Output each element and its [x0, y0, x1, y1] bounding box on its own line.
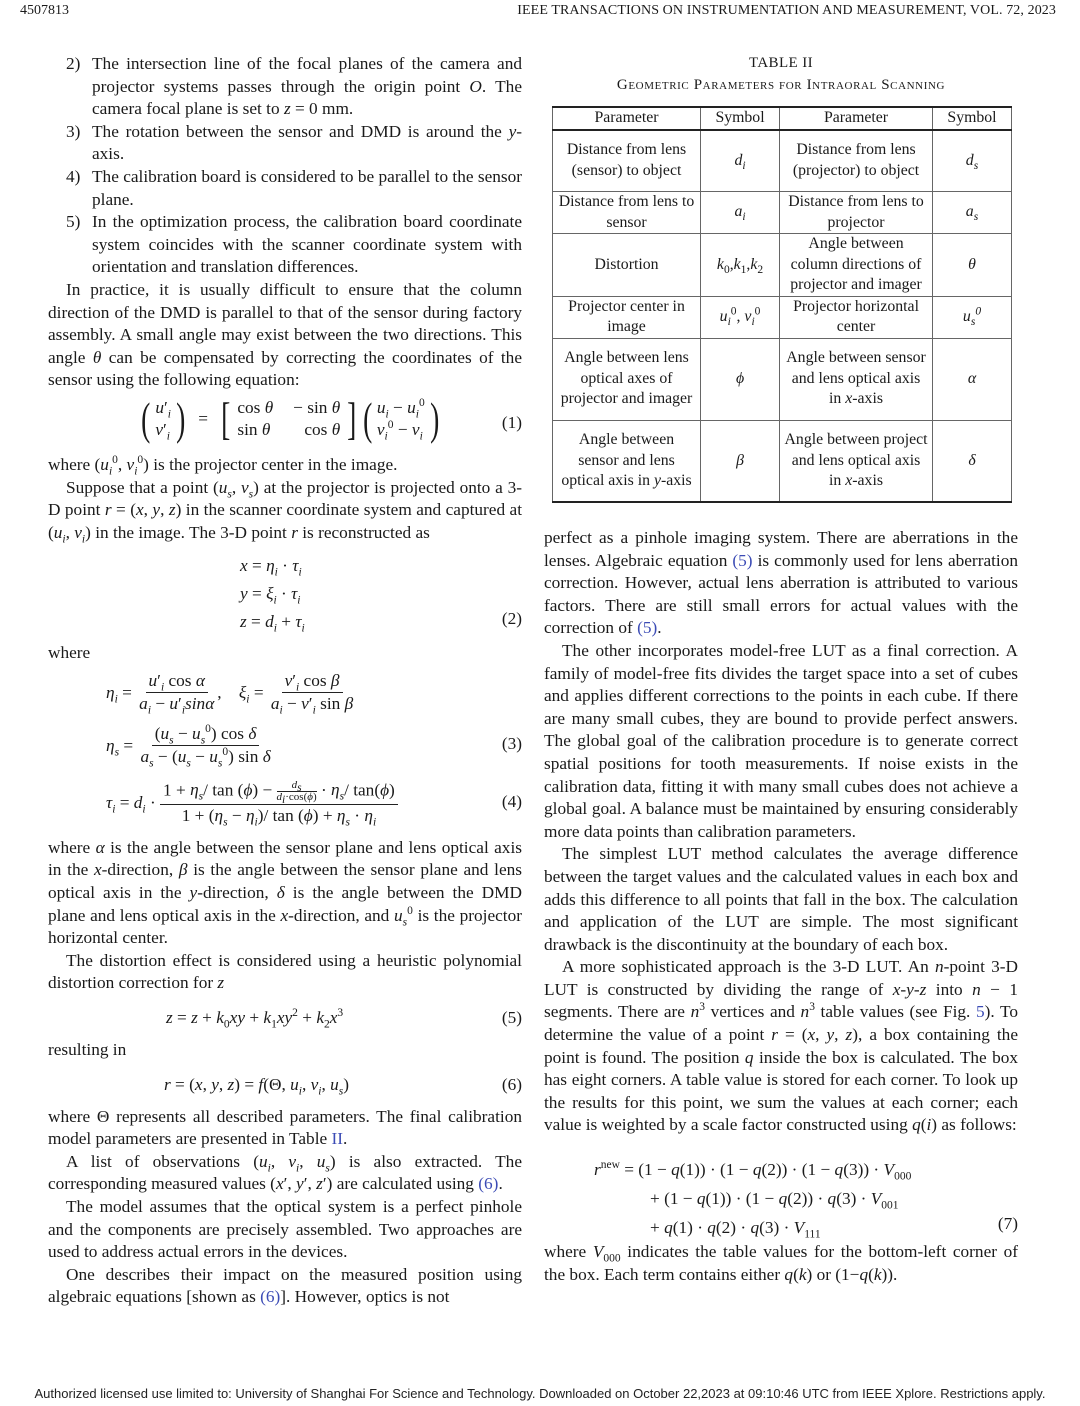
paragraph: perfect as a pinhole imaging system. There are aberrations in the lenses. Algebraic equation (5) is commonly used for lens aberration correction. However, actual lens aberration is attributed to various factors. There are still small errors for actual values with the correction of (5). [544, 528, 1018, 638]
list-item-text: The intersection line of the focal planes of the camera and projector systems passes through the origin point O. The camera focal plane is set to z = 0 mm. [92, 54, 522, 119]
table-header: Parameter [780, 107, 933, 130]
journal-header: IEEE TRANSACTIONS ON INSTRUMENTATION AND MEASUREMENT, VOL. 72, 2023 [517, 3, 1056, 18]
paragraph: Suppose that a point ($u_s$, $v_s$) at the projector is projected onto a 3-D point r = (x, y, z) in the scanner coordinate system and captured at ($u_i$, $v_i$) in the image. The 3-D point r is reconstructed as [48, 477, 523, 546]
list-item [48, 121, 522, 166]
equation-7: $r^{new} = (1 - q(1)) \cdot (1 - q(2)) \cdot (1 - q(3)) \cdot V_{000}$ + $(1 - q(1)) \cdot (1 - q(2)) \cdot q(3) \cdot V_{001}$ + $q(1) \cdot q(2) \cdot q(3) \cdot V_{111}$ (7) [594, 1159, 1018, 1241]
table-row: Projector center in image $u_i^0$, $v_i^0$ Projector horizontal center $u_s^0$ [553, 296, 1012, 338]
list-item-number: 2) [66, 54, 81, 73]
table-row: Angle between lens optical axes of projector and imager ϕ Angle between sensor and lens optical axis in x-axis α [553, 338, 1012, 420]
paragraph: where $V_{000}$ indicates the table values for the bottom-left corner of the box. Each term contains either q(k) or (1−q(k)). [544, 1242, 1018, 1284]
table-row: Distortion $k_0,k_1,k_2$ Angle between column directions of projector and imager θ [553, 234, 1012, 297]
paragraph: In practice, it is usually difficult to ensure that the column direction of the DMD is parallel to that of the sensor during factory assembly. A small angle may exist between the two directions. This angle θ can be compensated by correcting the coordinates of the sensor using the following equation: [48, 279, 522, 390]
paragraph: A more sophisticated approach is the 3-D LUT. An n-point 3-D LUT is constructed by dividing the range of x-y-z into n − 1 segments. There are $n^3$ vertices and $n^3$ table values (see Fig. 5). To determine the value of a point r = (x, y, z), a box containing the point is found. The position q inside the box is calculated. The box has eight corners. A table value is stored for each corner. To look up the results for this point, we sum the values at each corner; each value is weighted by a scale factor constructed using q(i) as follows: [544, 957, 1019, 1135]
equation-number: (6) [501, 1074, 522, 1094]
assumption-list [48, 53, 522, 279]
equation-5: $z = z + k_0xy + k_1xy^2 + k_2x^3$ (5) [166, 1007, 522, 1031]
equation-number: (1) [501, 412, 522, 432]
paragraph: One describes their impact on the measured position using algebraic equations [shown as (6)]. However, optics is not [48, 1264, 522, 1307]
paragraph: The other incorporates model-free LUT as a final correction. A family of model-free fits divides the target space into a set of cubes and applies different corrections to the points in each cube. If there are many small cubes, they are bound to provide perfect answers. The global goal of the calibration procedure is to generate correct spatial positions for tooth measurements. If noise exists in the calibration data, fitting it with many small cubes does not achieve a global goal. A balance must be maintained by ensuring considerably more data points than calibration parameters. [544, 640, 1018, 841]
table-row: Distance from lens to sensor $a_i$ Distance from lens to projector $a_s$ [553, 192, 1012, 234]
equation-2: $x = \eta_i \cdot \tau_i$ $y = \xi_i \cdot \tau_i$ $z = d_i + \tau_i$ (2) [240, 556, 522, 635]
table-caption: Geometric Parameters for Intraoral Scanning [616, 77, 946, 93]
table-label: TABLE II [748, 55, 814, 71]
list-item [48, 53, 522, 121]
left-column [48, 53, 522, 1309]
equation-number: (2) [501, 609, 522, 629]
list-item-number: 4) [66, 166, 81, 186]
paragraph: The distortion effect is considered using a heuristic polynomial distortion correction for z [48, 950, 522, 993]
equation-4: $\tau_i = d_i$ · $1 + \eta_s/$ tan (ϕ) − $\frac{d_s}{d_i\cdot\cos(\phi)}$ · $\eta_s/$ tan(ϕ) $1 + (\eta_s - \eta_i)/$ $\tan (\phi) + \eta_s \cdot \eta_i$ (4) [106, 778, 522, 829]
table-row: Angle between sensor and lens optical axis in y-axis β Angle between project and lens optical axis in x-axis δ [553, 420, 1012, 502]
equation-1: ( $u'_i$ $v'_i$ ) = [ cos θ − sin θ sin θ cos θ ] ( $u_i - u_i^0$ $v_i^0 - v_i$ ) (1) [141, 392, 522, 444]
equation-6: r = (x, y, z) = f(Θ, $u_i$, $v_i$, $u_s$) (6) [164, 1074, 522, 1098]
parameter-table [552, 106, 1012, 503]
paragraph: where α is the angle between the sensor plane and lens optical axis in the x-direction, β is the angle between the sensor plane and lens optical axis in the y-direction, δ is the angle between the DMD plane and lens optical axis in the x-direction, and $u_s^0$ is the projector horizontal center. [48, 837, 523, 948]
table-row: Distance from lens (sensor) to object $d_i$ Distance from lens (projector) to object $d_s$ [553, 130, 1012, 192]
list-item-text: The calibration board is considered to be parallel to the sensor plane. [92, 166, 522, 209]
equation-3: $\eta_i$ = $\frac{u'_i \cos \alpha}{a_i - u'_i\sin\alpha}$ , $\xi_i$ = $\frac{v'_i \cos \beta}{a_i - v'_i \sin \beta}$ $\eta_s$ = $\frac{(u_s - u_s^0) \cos \delta}{a_s - (u_s - u_s^0) \sin \delta}$ (3) [106, 671, 522, 770]
paragraph: where Θ represents all described parameters. The final calibration model parameters are presented in Table II. [48, 1106, 522, 1149]
table-header: Symbol [933, 107, 1012, 130]
paragraph: A list of observations ($u_i$, $v_i$, $u_s$) is also extracted. The corresponding measured values (x′, y′, z′) are calculated using (6). [48, 1151, 522, 1194]
paragraph: The model assumes that the optical system is a perfect pinhole and the components are precisely assembled. Two approaches are used to address actual errors in the devices. [48, 1197, 522, 1262]
paragraph: where ($u_i^0$, $v_i^0$) is the projector center in the image. [48, 454, 398, 478]
equation-number: (3) [501, 733, 522, 753]
list-item-number: 3) [66, 121, 81, 141]
page-number: 4507813 [20, 3, 69, 18]
list-item-text: In the optimization process, the calibration board coordinate system coincides with the scanner coordinate system with orientation and translation differences. [92, 212, 522, 277]
list-item [48, 211, 522, 279]
list-item [48, 166, 522, 211]
equation-number: (5) [501, 1008, 522, 1028]
list-item-text: The rotation between the sensor and DMD is around the y-axis. [92, 121, 522, 164]
footer-notice: Authorized licensed use limited to: University of Shanghai For Science and Technology. Downloaded on October 22,2023 at 09:10:46 UTC from IEEE Xplore. Restrictions apply. [34, 1386, 1046, 1401]
list-item-number: 5) [66, 212, 81, 232]
where-text: where [48, 643, 91, 663]
equation-number: (7) [997, 1214, 1018, 1234]
paragraph: The simplest LUT method calculates the average difference between the target values and the calculated values in each box and adds this difference to all points that fall in the box. The calculation and application of the LUT are simple. The most significant drawback is the discontinuity at the boundary of each box. [544, 844, 1018, 954]
table-header: Symbol [701, 107, 780, 130]
table-header: Parameter [553, 107, 701, 130]
right-column [544, 52, 1018, 1286]
table-header-row [553, 107, 1012, 130]
equation-number: (4) [501, 791, 522, 811]
resulting-text: resulting in [48, 1040, 127, 1060]
